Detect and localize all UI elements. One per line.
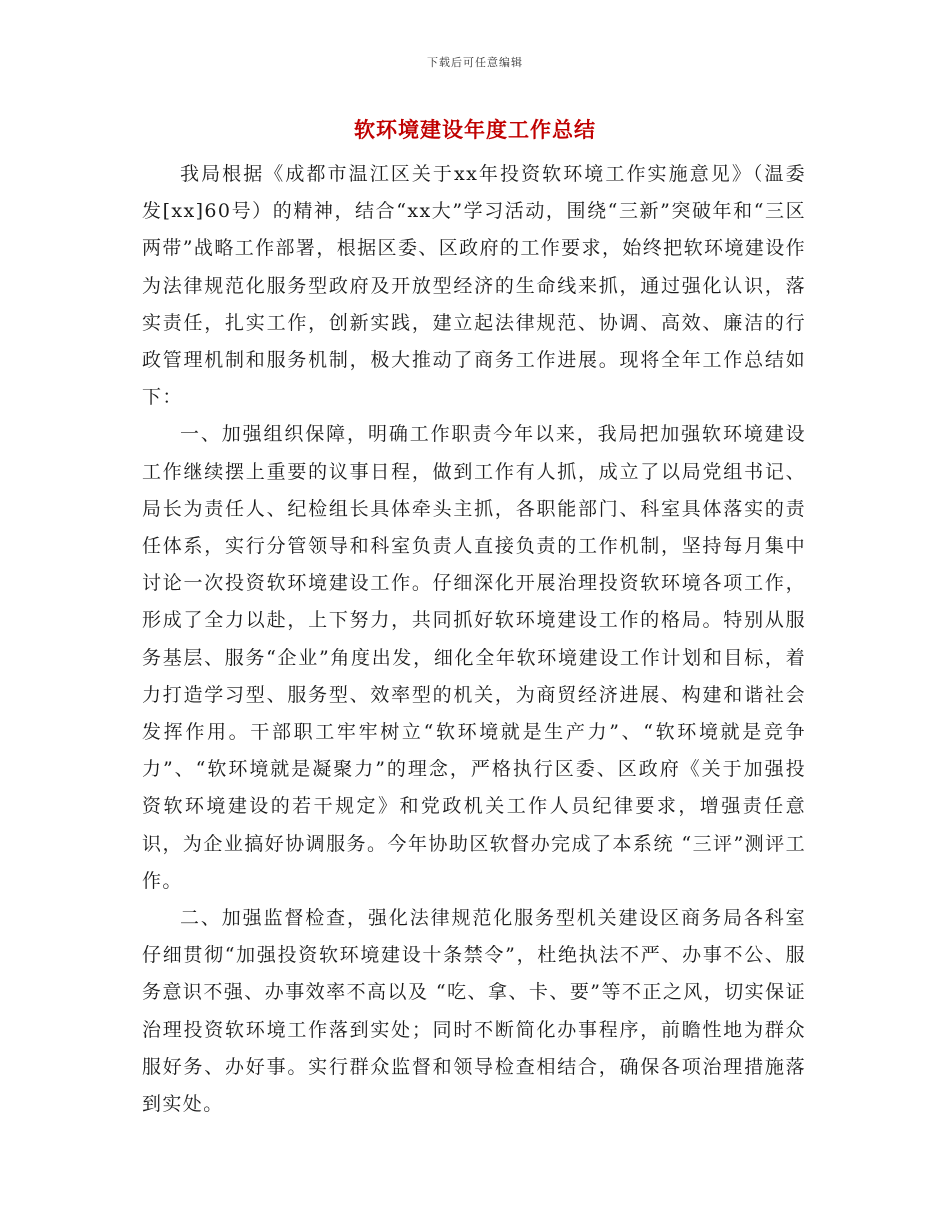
header-note: 下载后可任意编辑 <box>427 56 523 69</box>
paragraph-section-two: 二、加强监督检查，强化法律规范化服务型机关建设区商务局各科室仔细贯彻“加强投资软环境建设十条禁令”，杜绝执法不严、办事不公、服务意识不强、办事效率不高以及 “吃、拿、卡、要”等不正之风，切实保证治理投资软环境工作落到实处；同时不断简化办事程序，前瞻性地为群众服好务、办好事。实行群众监督和领导检查相结合，确保各项治理措施落到实处。 <box>142 907 806 1116</box>
document-body <box>142 156 806 1123</box>
paragraph-section-one: 一、加强组织保障，明确工作职责今年以来，我局把加强软环境建设工作继续摆上重要的议事日程，做到工作有人抓，成立了以局党组书记、局长为责任人、纪检组长具体牵头主抓，各职能部门、科室具体落实的责任体系，实行分管领导和科室负责人直接负责的工作机制，坚持每月集中讨论一次投资软环境建设工作。仔细深化开展治理投资软环境各项工作，形成了全力以赴，上下努力，共同抓好软环境建设工作的格局。特别从服务基层、服务“企业”角度出发，细化全年软环境建设工作计划和目标，着力打造学习型、服务型、效率型的机关，为商贸经济进展、构建和谐社会发挥作用。干部职工牢牢树立“软环境就是生产力”、“软环境就是竞争力”、“软环境就是凝聚力”的理念，严格执行区委、区政府《关于加强投资软环境建设的若干规定》和党政机关工作人员纪律要求，增强责任意识，为企业搞好协调服务。今年协助区软督办完成了本系统 “三评”测评工作。 <box>142 423 806 892</box>
paragraph-intro: 我局根据《成都市温江区关于xx年投资软环境工作实施意见》（温委发[xx]60号）的精神，结合“xx大”学习活动，围绕“三新”突破年和“三区两带”战略工作部署，根据区委、区政府的工作要求，始终把软环境建设作为法律规范化服务型政府及开放型经济的生命线来抓，通过强化认识，落实责任，扎实工作，创新实践，建立起法律规范、协调、高效、廉洁的行政管理机制和服务机制，极大推动了商务工作进展。现将全年工作总结如下： <box>142 163 806 409</box>
document-title: 软环境建设年度工作总结 <box>354 117 596 142</box>
